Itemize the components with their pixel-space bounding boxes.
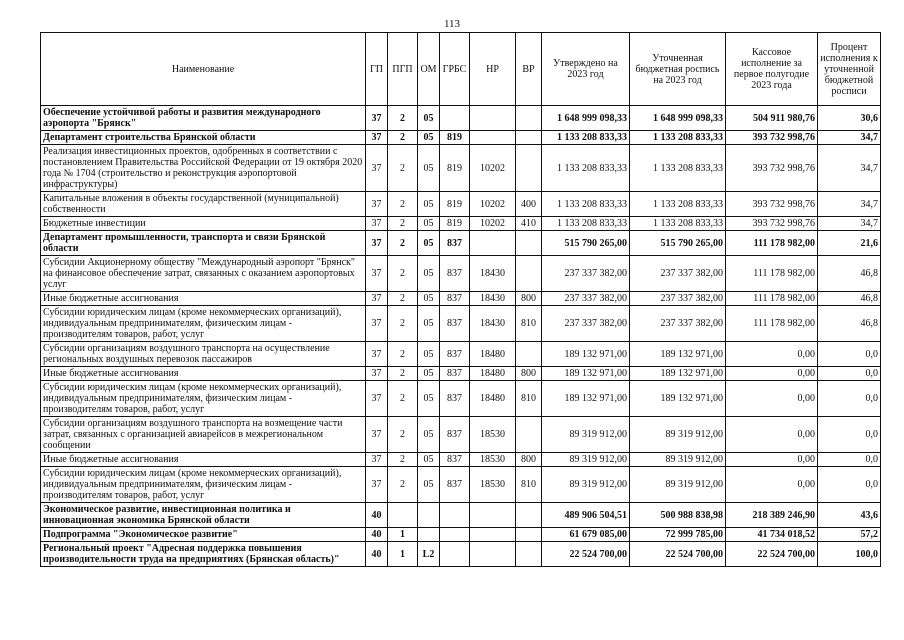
cell-np [470, 528, 516, 542]
cell-cash: 22 524 700,00 [726, 542, 818, 567]
cell-vr [516, 528, 542, 542]
cell-grbs [440, 528, 470, 542]
cell-cash: 393 732 998,76 [726, 217, 818, 231]
cell-om: 05 [418, 417, 440, 453]
cell-vr [516, 542, 542, 567]
cell-grbs: 837 [440, 231, 470, 256]
header-grbs: ГРБС [440, 33, 470, 106]
table-row [41, 381, 881, 417]
cell-grbs: 819 [440, 145, 470, 192]
cell-gp: 37 [366, 417, 388, 453]
cell-gp: 37 [366, 367, 388, 381]
cell-cash: 111 178 982,00 [726, 256, 818, 292]
cell-refined: 515 790 265,00 [630, 231, 726, 256]
cell-vr: 810 [516, 306, 542, 342]
cell-gp: 37 [366, 381, 388, 417]
cell-refined: 237 337 382,00 [630, 256, 726, 292]
cell-approved: 237 337 382,00 [542, 256, 630, 292]
cell-percent: 34,7 [818, 217, 881, 231]
cell-ppgp: 2 [388, 342, 418, 367]
cell-vr [516, 256, 542, 292]
cell-grbs: 837 [440, 306, 470, 342]
header-om: ОМ [418, 33, 440, 106]
cell-approved: 515 790 265,00 [542, 231, 630, 256]
cell-om: 05 [418, 192, 440, 217]
cell-cash: 504 911 980,76 [726, 106, 818, 131]
cell-om: 05 [418, 106, 440, 131]
header-approved: Утверждено на 2023 год [542, 33, 630, 106]
cell-approved: 237 337 382,00 [542, 292, 630, 306]
cell-cash: 111 178 982,00 [726, 292, 818, 306]
cell-percent: 0,0 [818, 453, 881, 467]
cell-vr: 800 [516, 367, 542, 381]
cell-name: Подпрограмма "Экономическое развитие" [41, 528, 366, 542]
cell-gp: 37 [366, 145, 388, 192]
cell-ppgp: 2 [388, 217, 418, 231]
cell-np [470, 503, 516, 528]
cell-approved: 89 319 912,00 [542, 453, 630, 467]
cell-name: Субсидии юридическим лицам (кроме некоммерческих организаций), индивидуальным предпринимателям, физическим лицам - производителям товаров, работ, услуг [41, 381, 366, 417]
cell-vr [516, 342, 542, 367]
cell-refined: 1 133 208 833,33 [630, 192, 726, 217]
cell-name: Департамент промышленности, транспорта и связи Брянской области [41, 231, 366, 256]
cell-approved: 1 648 999 098,33 [542, 106, 630, 131]
cell-cash: 0,00 [726, 417, 818, 453]
cell-om: L2 [418, 542, 440, 567]
cell-percent: 46,8 [818, 256, 881, 292]
cell-om: 05 [418, 453, 440, 467]
cell-cash: 0,00 [726, 467, 818, 503]
cell-name: Капитальные вложения в объекты государственной (муниципальной) собственности [41, 192, 366, 217]
cell-np: 10202 [470, 217, 516, 231]
cell-grbs: 837 [440, 453, 470, 467]
cell-ppgp: 2 [388, 256, 418, 292]
cell-vr: 800 [516, 292, 542, 306]
cell-name: Иные бюджетные ассигнования [41, 453, 366, 467]
page-number: 113 [443, 18, 461, 30]
cell-om: 05 [418, 342, 440, 367]
cell-gp: 37 [366, 292, 388, 306]
cell-grbs: 837 [440, 417, 470, 453]
cell-cash: 0,00 [726, 367, 818, 381]
cell-vr [516, 106, 542, 131]
cell-np: 18480 [470, 367, 516, 381]
cell-gp: 37 [366, 131, 388, 145]
cell-ppgp: 2 [388, 467, 418, 503]
cell-vr: 400 [516, 192, 542, 217]
cell-refined: 89 319 912,00 [630, 417, 726, 453]
cell-percent: 30,6 [818, 106, 881, 131]
cell-np [470, 231, 516, 256]
cell-approved: 1 133 208 833,33 [542, 131, 630, 145]
cell-percent: 0,0 [818, 417, 881, 453]
cell-vr: 810 [516, 467, 542, 503]
cell-vr [516, 131, 542, 145]
table-row [41, 503, 881, 528]
cell-cash: 218 389 246,90 [726, 503, 818, 528]
cell-refined: 89 319 912,00 [630, 453, 726, 467]
cell-grbs: 837 [440, 367, 470, 381]
cell-om: 05 [418, 231, 440, 256]
cell-name: Субсидии юридическим лицам (кроме некоммерческих организаций), индивидуальным предпринимателям, физическим лицам - производителям товаров, работ, услуг [41, 306, 366, 342]
cell-np [470, 542, 516, 567]
budget-table [40, 32, 881, 567]
cell-refined: 1 648 999 098,33 [630, 106, 726, 131]
cell-percent: 100,0 [818, 542, 881, 567]
table-row [41, 145, 881, 192]
table-row [41, 256, 881, 292]
cell-approved: 237 337 382,00 [542, 306, 630, 342]
cell-name: Субсидии Акционерному обществу "Международный аэропорт "Брянск" на финансовое обеспечение затрат, связанных с оказанием аэропортовых услуг [41, 256, 366, 292]
cell-cash: 393 732 998,76 [726, 131, 818, 145]
cell-percent: 34,7 [818, 145, 881, 192]
cell-ppgp: 2 [388, 381, 418, 417]
table-row [41, 217, 881, 231]
table-row [41, 367, 881, 381]
cell-refined: 1 133 208 833,33 [630, 131, 726, 145]
table-row [41, 542, 881, 567]
cell-approved: 189 132 971,00 [542, 342, 630, 367]
cell-om: 05 [418, 367, 440, 381]
cell-refined: 1 133 208 833,33 [630, 217, 726, 231]
header-gp: ГП [366, 33, 388, 106]
cell-refined: 189 132 971,00 [630, 381, 726, 417]
cell-gp: 37 [366, 192, 388, 217]
cell-name: Экономическое развитие, инвестиционная политика и инновационная экономика Брянской области [41, 503, 366, 528]
table-row [41, 453, 881, 467]
cell-gp: 37 [366, 306, 388, 342]
cell-cash: 393 732 998,76 [726, 192, 818, 217]
table-row [41, 106, 881, 131]
cell-om: 05 [418, 256, 440, 292]
cell-vr: 810 [516, 381, 542, 417]
cell-percent: 0,0 [818, 342, 881, 367]
cell-name: Субсидии организациям воздушного транспорта на возмещение части затрат, связанных с организацией авиарейсов в межрегиональном сообщении [41, 417, 366, 453]
cell-vr [516, 231, 542, 256]
cell-ppgp: 2 [388, 192, 418, 217]
header-name: Наименование [41, 33, 366, 106]
cell-om: 05 [418, 467, 440, 503]
cell-refined: 22 524 700,00 [630, 542, 726, 567]
cell-percent: 0,0 [818, 381, 881, 417]
cell-np: 10202 [470, 192, 516, 217]
cell-gp: 37 [366, 256, 388, 292]
table-body [41, 106, 881, 567]
cell-cash: 111 178 982,00 [726, 231, 818, 256]
cell-om: 05 [418, 145, 440, 192]
cell-vr [516, 417, 542, 453]
table-row [41, 342, 881, 367]
cell-percent: 57,2 [818, 528, 881, 542]
cell-approved: 89 319 912,00 [542, 467, 630, 503]
table-row [41, 528, 881, 542]
cell-grbs: 819 [440, 131, 470, 145]
cell-grbs: 837 [440, 292, 470, 306]
cell-np: 18430 [470, 292, 516, 306]
cell-om: 05 [418, 292, 440, 306]
cell-refined: 189 132 971,00 [630, 342, 726, 367]
cell-cash: 111 178 982,00 [726, 306, 818, 342]
cell-om: 05 [418, 217, 440, 231]
table-row [41, 467, 881, 503]
table-row [41, 131, 881, 145]
cell-cash: 41 734 018,52 [726, 528, 818, 542]
cell-gp: 37 [366, 106, 388, 131]
cell-grbs: 837 [440, 467, 470, 503]
cell-gp: 37 [366, 231, 388, 256]
cell-grbs: 837 [440, 342, 470, 367]
cell-om: 05 [418, 381, 440, 417]
cell-approved: 22 524 700,00 [542, 542, 630, 567]
cell-approved: 189 132 971,00 [542, 381, 630, 417]
cell-np: 18430 [470, 256, 516, 292]
header-np: НР [470, 33, 516, 106]
cell-np: 18430 [470, 306, 516, 342]
cell-om [418, 528, 440, 542]
table-row [41, 417, 881, 453]
cell-gp: 40 [366, 528, 388, 542]
cell-name: Иные бюджетные ассигнования [41, 292, 366, 306]
cell-ppgp: 2 [388, 106, 418, 131]
cell-percent: 0,0 [818, 367, 881, 381]
cell-ppgp: 2 [388, 453, 418, 467]
cell-percent: 0,0 [818, 467, 881, 503]
cell-grbs: 837 [440, 256, 470, 292]
cell-ppgp: 2 [388, 367, 418, 381]
cell-approved: 1 133 208 833,33 [542, 145, 630, 192]
cell-ppgp [388, 503, 418, 528]
cell-gp: 40 [366, 542, 388, 567]
cell-grbs: 837 [440, 381, 470, 417]
cell-np: 18480 [470, 342, 516, 367]
cell-np [470, 131, 516, 145]
cell-vr: 410 [516, 217, 542, 231]
cell-grbs: 819 [440, 217, 470, 231]
cell-approved: 61 679 085,00 [542, 528, 630, 542]
cell-ppgp: 2 [388, 131, 418, 145]
cell-approved: 189 132 971,00 [542, 367, 630, 381]
cell-ppgp: 2 [388, 145, 418, 192]
cell-name: Бюджетные инвестиции [41, 217, 366, 231]
cell-refined: 72 999 785,00 [630, 528, 726, 542]
cell-gp: 37 [366, 467, 388, 503]
cell-grbs [440, 106, 470, 131]
cell-cash: 0,00 [726, 453, 818, 467]
cell-ppgp: 2 [388, 306, 418, 342]
cell-percent: 46,8 [818, 292, 881, 306]
cell-percent: 21,6 [818, 231, 881, 256]
cell-approved: 1 133 208 833,33 [542, 192, 630, 217]
cell-grbs: 819 [440, 192, 470, 217]
table-row [41, 192, 881, 217]
cell-approved: 89 319 912,00 [542, 417, 630, 453]
table-row [41, 231, 881, 256]
cell-vr [516, 145, 542, 192]
cell-gp: 37 [366, 342, 388, 367]
cell-percent: 34,7 [818, 131, 881, 145]
cell-name: Обеспечение устойчивой работы и развития международного аэропорта "Брянск" [41, 106, 366, 131]
cell-approved: 1 133 208 833,33 [542, 217, 630, 231]
cell-percent: 34,7 [818, 192, 881, 217]
cell-np: 18530 [470, 467, 516, 503]
cell-refined: 1 133 208 833,33 [630, 145, 726, 192]
cell-grbs [440, 503, 470, 528]
cell-om: 05 [418, 131, 440, 145]
cell-cash: 393 732 998,76 [726, 145, 818, 192]
cell-om [418, 503, 440, 528]
cell-np: 18530 [470, 453, 516, 467]
cell-ppgp: 1 [388, 528, 418, 542]
header-ppgp: ПГП [388, 33, 418, 106]
cell-refined: 237 337 382,00 [630, 306, 726, 342]
cell-refined: 237 337 382,00 [630, 292, 726, 306]
cell-gp: 37 [366, 217, 388, 231]
cell-ppgp: 1 [388, 542, 418, 567]
cell-name: Иные бюджетные ассигнования [41, 367, 366, 381]
cell-name: Департамент строительства Брянской области [41, 131, 366, 145]
cell-approved: 489 906 504,51 [542, 503, 630, 528]
cell-name: Субсидии организациям воздушного транспорта на осуществление региональных воздушных перевозок пассажиров [41, 342, 366, 367]
cell-np: 18480 [470, 381, 516, 417]
header-cash: Кассовое исполнение за первое полугодие 2023 года [726, 33, 818, 106]
cell-name: Субсидии юридическим лицам (кроме некоммерческих организаций), индивидуальным предпринимателям, физическим лицам - производителям товаров, работ, услуг [41, 467, 366, 503]
cell-grbs [440, 542, 470, 567]
cell-om: 05 [418, 306, 440, 342]
header-percent: Процент исполнения к уточненной бюджетной росписи [818, 33, 881, 106]
cell-ppgp: 2 [388, 292, 418, 306]
cell-refined: 500 988 838,98 [630, 503, 726, 528]
cell-name: Региональный проект "Адресная поддержка повышения производительности труда на предприятиях (Брянская область)" [41, 542, 366, 567]
cell-percent: 43,6 [818, 503, 881, 528]
cell-ppgp: 2 [388, 417, 418, 453]
cell-refined: 89 319 912,00 [630, 467, 726, 503]
cell-name: Реализация инвестиционных проектов, одобренных в соответствии с постановлением Правительства Российской Федерации от 19 октября 2020 года № 1704 (строительство и реконструкция аэропортовой инфраструктуры) [41, 145, 366, 192]
cell-gp: 37 [366, 453, 388, 467]
cell-refined: 189 132 971,00 [630, 367, 726, 381]
table-row [41, 292, 881, 306]
cell-vr: 800 [516, 453, 542, 467]
cell-cash: 0,00 [726, 342, 818, 367]
header-refined: Уточненная бюджетная роспись на 2023 год [630, 33, 726, 106]
table-row [41, 306, 881, 342]
cell-np: 10202 [470, 145, 516, 192]
cell-np [470, 106, 516, 131]
cell-vr [516, 503, 542, 528]
header-vr: ВР [516, 33, 542, 106]
cell-cash: 0,00 [726, 381, 818, 417]
cell-np: 18530 [470, 417, 516, 453]
cell-ppgp: 2 [388, 231, 418, 256]
cell-percent: 46,8 [818, 306, 881, 342]
cell-gp: 40 [366, 503, 388, 528]
table-header [41, 33, 881, 106]
